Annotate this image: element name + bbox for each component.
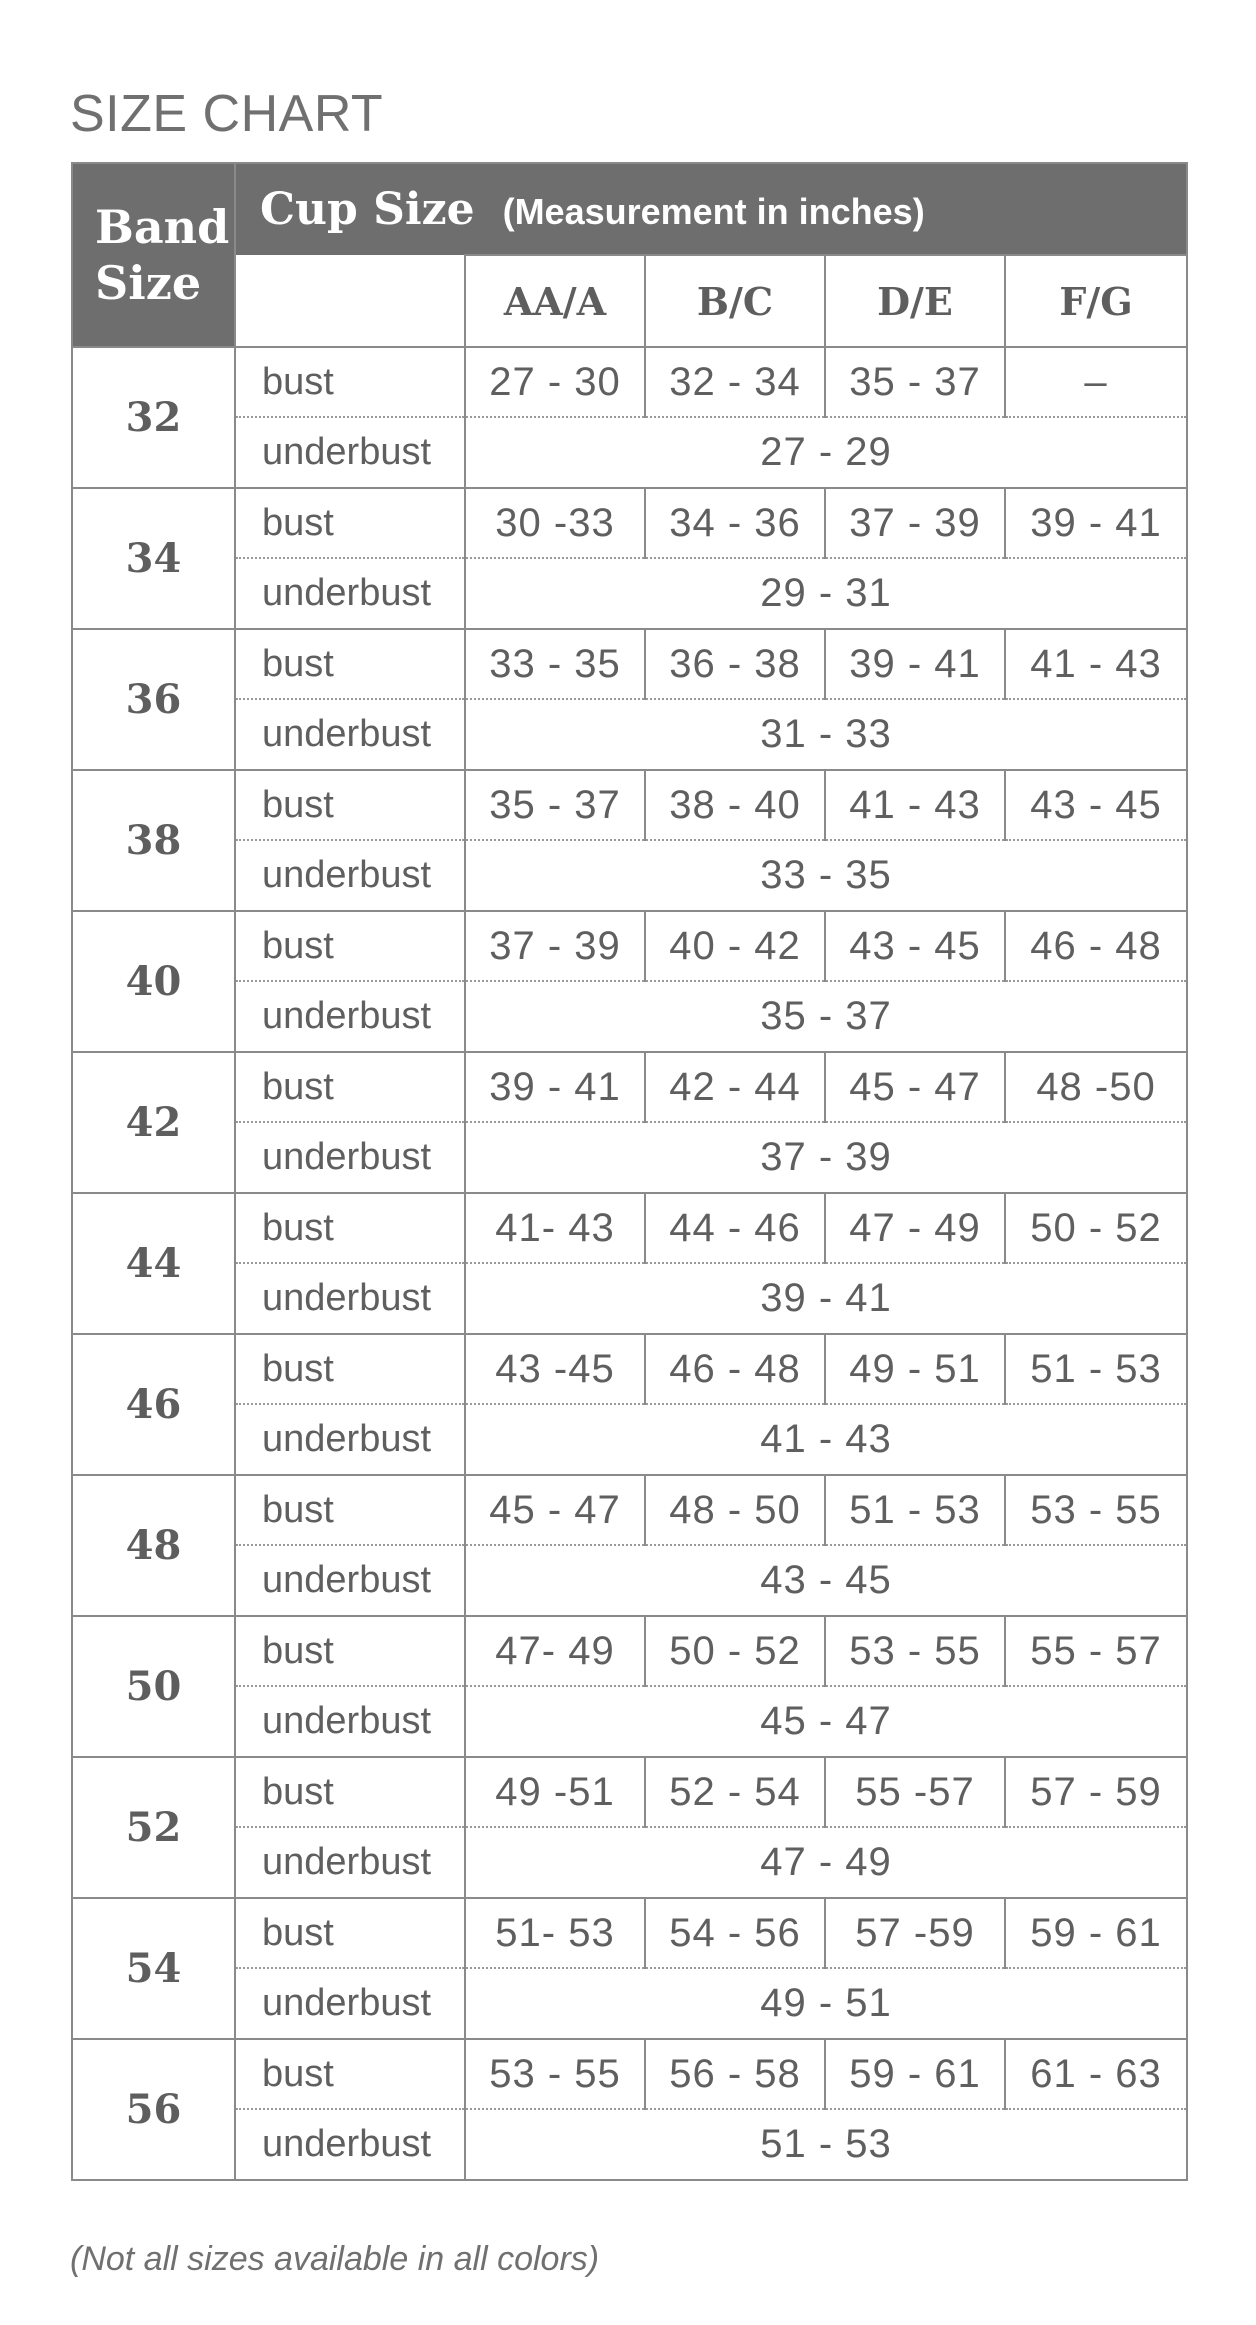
underbust-value-cell: 29 - 31 bbox=[465, 558, 1187, 629]
table-row bbox=[72, 488, 1187, 558]
underbust-value-cell: 27 - 29 bbox=[465, 417, 1187, 488]
bust-value-cell: 43 - 45 bbox=[1005, 770, 1187, 840]
bust-value-cell: 54 - 56 bbox=[645, 1898, 825, 1968]
underbust-value-cell: 43 - 45 bbox=[465, 1545, 1187, 1616]
bust-value-cell: 61 - 63 bbox=[1005, 2039, 1187, 2109]
bust-value-cell: 57 - 59 bbox=[1005, 1757, 1187, 1827]
table-row bbox=[72, 1475, 1187, 1545]
table-row bbox=[72, 629, 1187, 699]
bust-value-cell: 35 - 37 bbox=[825, 347, 1005, 417]
underbust-label: underbust bbox=[235, 1404, 465, 1475]
bust-value-cell: 50 - 52 bbox=[1005, 1193, 1187, 1263]
page-title: SIZE CHART bbox=[70, 85, 384, 143]
underbust-label: underbust bbox=[235, 1545, 465, 1616]
table-row bbox=[72, 347, 1187, 417]
band-size-header-line2: Size bbox=[95, 256, 202, 310]
band-size-header bbox=[72, 163, 235, 347]
bust-value-cell: 40 - 42 bbox=[645, 911, 825, 981]
bust-value-cell: – bbox=[1005, 347, 1187, 417]
measurement-note: (Measurement in inches) bbox=[502, 190, 925, 232]
size-table-body bbox=[72, 347, 1187, 2180]
bust-value-cell: 51- 53 bbox=[465, 1898, 645, 1968]
bust-value-cell: 30 -33 bbox=[465, 488, 645, 558]
underbust-label: underbust bbox=[235, 699, 465, 770]
table-row bbox=[72, 1404, 1187, 1475]
table-row bbox=[72, 911, 1187, 981]
band-size-cell: 42 bbox=[72, 1052, 235, 1193]
band-size-cell: 40 bbox=[72, 911, 235, 1052]
bust-value-cell: 37 - 39 bbox=[825, 488, 1005, 558]
size-chart-table bbox=[71, 162, 1188, 2181]
bust-value-cell: 48 -50 bbox=[1005, 1052, 1187, 1122]
underbust-label: underbust bbox=[235, 981, 465, 1052]
underbust-label: underbust bbox=[235, 1263, 465, 1334]
bust-value-cell: 43 -45 bbox=[465, 1334, 645, 1404]
bust-value-cell: 48 - 50 bbox=[645, 1475, 825, 1545]
bust-value-cell: 45 - 47 bbox=[825, 1052, 1005, 1122]
bust-value-cell: 50 - 52 bbox=[645, 1616, 825, 1686]
bust-label: bust bbox=[235, 347, 465, 417]
underbust-value-cell: 31 - 33 bbox=[465, 699, 1187, 770]
band-size-cell: 34 bbox=[72, 488, 235, 629]
band-size-cell: 32 bbox=[72, 347, 235, 488]
table-row bbox=[72, 1968, 1187, 2039]
bust-value-cell: 37 - 39 bbox=[465, 911, 645, 981]
table-row bbox=[72, 417, 1187, 488]
underbust-label: underbust bbox=[235, 2109, 465, 2180]
bust-value-cell: 34 - 36 bbox=[645, 488, 825, 558]
bust-value-cell: 53 - 55 bbox=[465, 2039, 645, 2109]
bust-value-cell: 47- 49 bbox=[465, 1616, 645, 1686]
bust-value-cell: 39 - 41 bbox=[1005, 488, 1187, 558]
table-row bbox=[72, 2039, 1187, 2109]
table-row bbox=[72, 1193, 1187, 1263]
band-size-cell: 54 bbox=[72, 1898, 235, 2039]
bust-value-cell: 33 - 35 bbox=[465, 629, 645, 699]
underbust-label: underbust bbox=[235, 558, 465, 629]
table-row bbox=[72, 1686, 1187, 1757]
cup-column-header: D/E bbox=[825, 255, 1005, 347]
bust-value-cell: 47 - 49 bbox=[825, 1193, 1005, 1263]
table-row bbox=[72, 1898, 1187, 1968]
bust-value-cell: 59 - 61 bbox=[1005, 1898, 1187, 1968]
underbust-value-cell: 45 - 47 bbox=[465, 1686, 1187, 1757]
cup-column-header: F/G bbox=[1005, 255, 1187, 347]
bust-value-cell: 53 - 55 bbox=[1005, 1475, 1187, 1545]
table-row bbox=[72, 770, 1187, 840]
bust-value-cell: 41 - 43 bbox=[1005, 629, 1187, 699]
table-row bbox=[72, 1757, 1187, 1827]
underbust-value-cell: 37 - 39 bbox=[465, 1122, 1187, 1193]
bust-label: bust bbox=[235, 1616, 465, 1686]
band-size-header-line1: Band bbox=[95, 199, 230, 254]
bust-value-cell: 51 - 53 bbox=[825, 1475, 1005, 1545]
band-size-cell: 38 bbox=[72, 770, 235, 911]
table-row bbox=[72, 1827, 1187, 1898]
bust-value-cell: 27 - 30 bbox=[465, 347, 645, 417]
table-row bbox=[72, 699, 1187, 770]
bust-value-cell: 51 - 53 bbox=[1005, 1334, 1187, 1404]
bust-label: bust bbox=[235, 1334, 465, 1404]
bust-label: bust bbox=[235, 1898, 465, 1968]
underbust-label: underbust bbox=[235, 1827, 465, 1898]
table-row bbox=[72, 1334, 1187, 1404]
bust-value-cell: 53 - 55 bbox=[825, 1616, 1005, 1686]
underbust-label: underbust bbox=[235, 1686, 465, 1757]
underbust-value-cell: 33 - 35 bbox=[465, 840, 1187, 911]
bust-value-cell: 39 - 41 bbox=[825, 629, 1005, 699]
bust-value-cell: 43 - 45 bbox=[825, 911, 1005, 981]
bust-value-cell: 55 -57 bbox=[825, 1757, 1005, 1827]
band-size-cell: 36 bbox=[72, 629, 235, 770]
bust-value-cell: 32 - 34 bbox=[645, 347, 825, 417]
bust-value-cell: 57 -59 bbox=[825, 1898, 1005, 1968]
table-row bbox=[72, 1545, 1187, 1616]
bust-label: bust bbox=[235, 1757, 465, 1827]
bust-label: bust bbox=[235, 1052, 465, 1122]
underbust-label: underbust bbox=[235, 417, 465, 488]
bust-value-cell: 42 - 44 bbox=[645, 1052, 825, 1122]
cup-size-header bbox=[235, 163, 1187, 255]
bust-value-cell: 41- 43 bbox=[465, 1193, 645, 1263]
bust-value-cell: 36 - 38 bbox=[645, 629, 825, 699]
underbust-value-cell: 41 - 43 bbox=[465, 1404, 1187, 1475]
band-size-cell: 52 bbox=[72, 1757, 235, 1898]
bust-value-cell: 45 - 47 bbox=[465, 1475, 645, 1545]
band-size-cell: 56 bbox=[72, 2039, 235, 2180]
table-row bbox=[72, 558, 1187, 629]
bust-value-cell: 46 - 48 bbox=[645, 1334, 825, 1404]
cup-column-header: AA/A bbox=[465, 255, 645, 347]
table-row bbox=[72, 1616, 1187, 1686]
bust-value-cell: 52 - 54 bbox=[645, 1757, 825, 1827]
underbust-value-cell: 51 - 53 bbox=[465, 2109, 1187, 2180]
table-row bbox=[72, 1263, 1187, 1334]
bust-label: bust bbox=[235, 1193, 465, 1263]
table-row bbox=[72, 1122, 1187, 1193]
bust-value-cell: 55 - 57 bbox=[1005, 1616, 1187, 1686]
band-size-cell: 48 bbox=[72, 1475, 235, 1616]
bust-label: bust bbox=[235, 1475, 465, 1545]
table-row bbox=[72, 2109, 1187, 2180]
bust-label: bust bbox=[235, 488, 465, 558]
underbust-value-cell: 35 - 37 bbox=[465, 981, 1187, 1052]
bust-value-cell: 56 - 58 bbox=[645, 2039, 825, 2109]
bust-value-cell: 49 - 51 bbox=[825, 1334, 1005, 1404]
bust-value-cell: 39 - 41 bbox=[465, 1052, 645, 1122]
bust-value-cell: 35 - 37 bbox=[465, 770, 645, 840]
bust-label: bust bbox=[235, 911, 465, 981]
cup-column-header: B/C bbox=[645, 255, 825, 347]
bust-value-cell: 49 -51 bbox=[465, 1757, 645, 1827]
underbust-value-cell: 47 - 49 bbox=[465, 1827, 1187, 1898]
availability-footnote: (Not all sizes available in all colors) bbox=[70, 2240, 600, 2278]
label-column-header bbox=[235, 255, 465, 347]
table-row bbox=[72, 840, 1187, 911]
bust-value-cell: 44 - 46 bbox=[645, 1193, 825, 1263]
underbust-value-cell: 49 - 51 bbox=[465, 1968, 1187, 2039]
underbust-value-cell: 39 - 41 bbox=[465, 1263, 1187, 1334]
band-size-cell: 44 bbox=[72, 1193, 235, 1334]
bust-label: bust bbox=[235, 2039, 465, 2109]
bust-label: bust bbox=[235, 629, 465, 699]
underbust-label: underbust bbox=[235, 1968, 465, 2039]
underbust-label: underbust bbox=[235, 840, 465, 911]
bust-value-cell: 46 - 48 bbox=[1005, 911, 1187, 981]
bust-value-cell: 41 - 43 bbox=[825, 770, 1005, 840]
table-row bbox=[72, 981, 1187, 1052]
bust-value-cell: 59 - 61 bbox=[825, 2039, 1005, 2109]
underbust-label: underbust bbox=[235, 1122, 465, 1193]
bust-label: bust bbox=[235, 770, 465, 840]
bust-value-cell: 38 - 40 bbox=[645, 770, 825, 840]
table-row bbox=[72, 1052, 1187, 1122]
band-size-cell: 46 bbox=[72, 1334, 235, 1475]
cup-size-title: Cup Size bbox=[260, 183, 475, 235]
band-size-cell: 50 bbox=[72, 1616, 235, 1757]
